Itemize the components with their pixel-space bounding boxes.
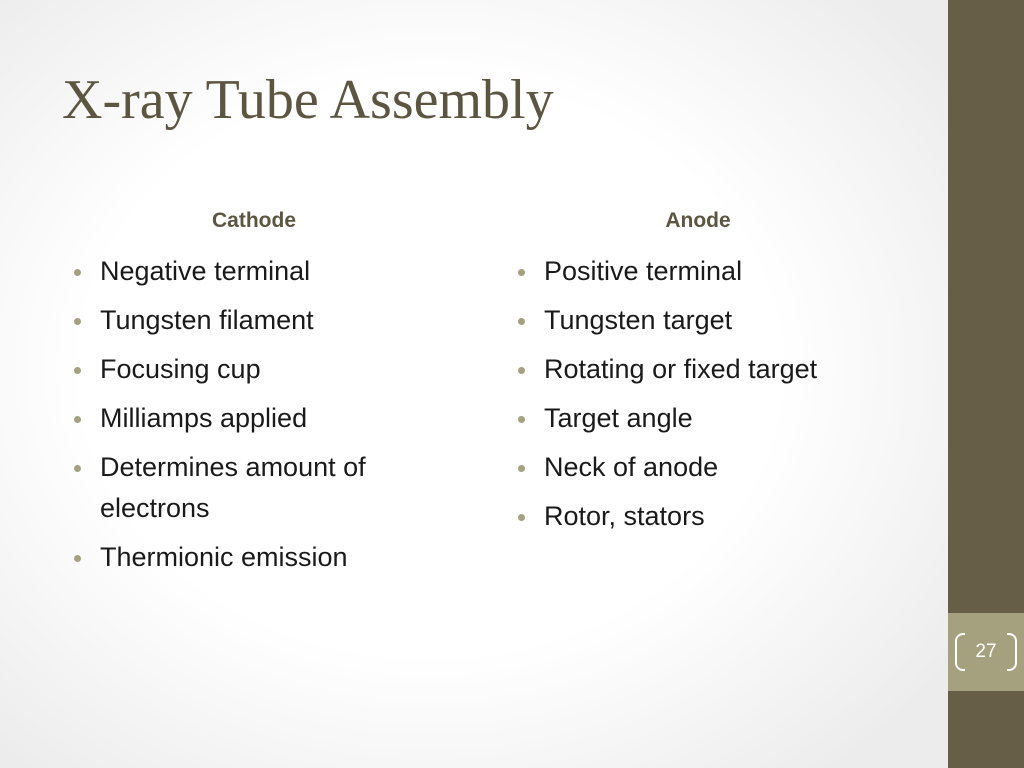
slide-title: X-ray Tube Assembly xyxy=(62,69,554,131)
bullet-icon xyxy=(74,318,81,325)
list-item: Neck of anode xyxy=(516,447,878,488)
bullet-icon xyxy=(74,416,81,423)
list-item: Tungsten target xyxy=(516,300,878,341)
list-item: Rotor, stators xyxy=(516,496,878,537)
list-item: Milliamps applied xyxy=(72,398,434,439)
cathode-heading: Cathode xyxy=(212,209,296,232)
bullet-icon xyxy=(518,416,525,423)
list-item: Thermionic emission xyxy=(72,537,434,578)
bullet-icon xyxy=(518,367,525,374)
bullet-icon xyxy=(74,367,81,374)
list-item: Rotating or fixed target xyxy=(516,349,878,390)
bullet-icon xyxy=(518,465,525,472)
bullet-icon xyxy=(74,269,81,276)
bullet-icon xyxy=(518,269,525,276)
anode-heading: Anode xyxy=(665,209,731,232)
page-number: 27 xyxy=(975,641,997,662)
cathode-list xyxy=(72,251,434,578)
list-item: Positive terminal xyxy=(516,251,878,292)
list-item: Determines amount of electrons xyxy=(72,447,434,529)
bullet-icon xyxy=(518,514,525,521)
anode-list xyxy=(516,251,878,537)
anode-column xyxy=(516,205,878,545)
bullet-icon xyxy=(74,555,81,562)
cathode-column xyxy=(72,205,434,586)
bullet-icon xyxy=(518,318,525,325)
bullet-icon xyxy=(74,465,81,472)
page-number-badge xyxy=(948,613,1024,691)
list-item: Focusing cup xyxy=(72,349,434,390)
list-item: Negative terminal xyxy=(72,251,434,292)
list-item: Tungsten filament xyxy=(72,300,434,341)
list-item: Target angle xyxy=(516,398,878,439)
